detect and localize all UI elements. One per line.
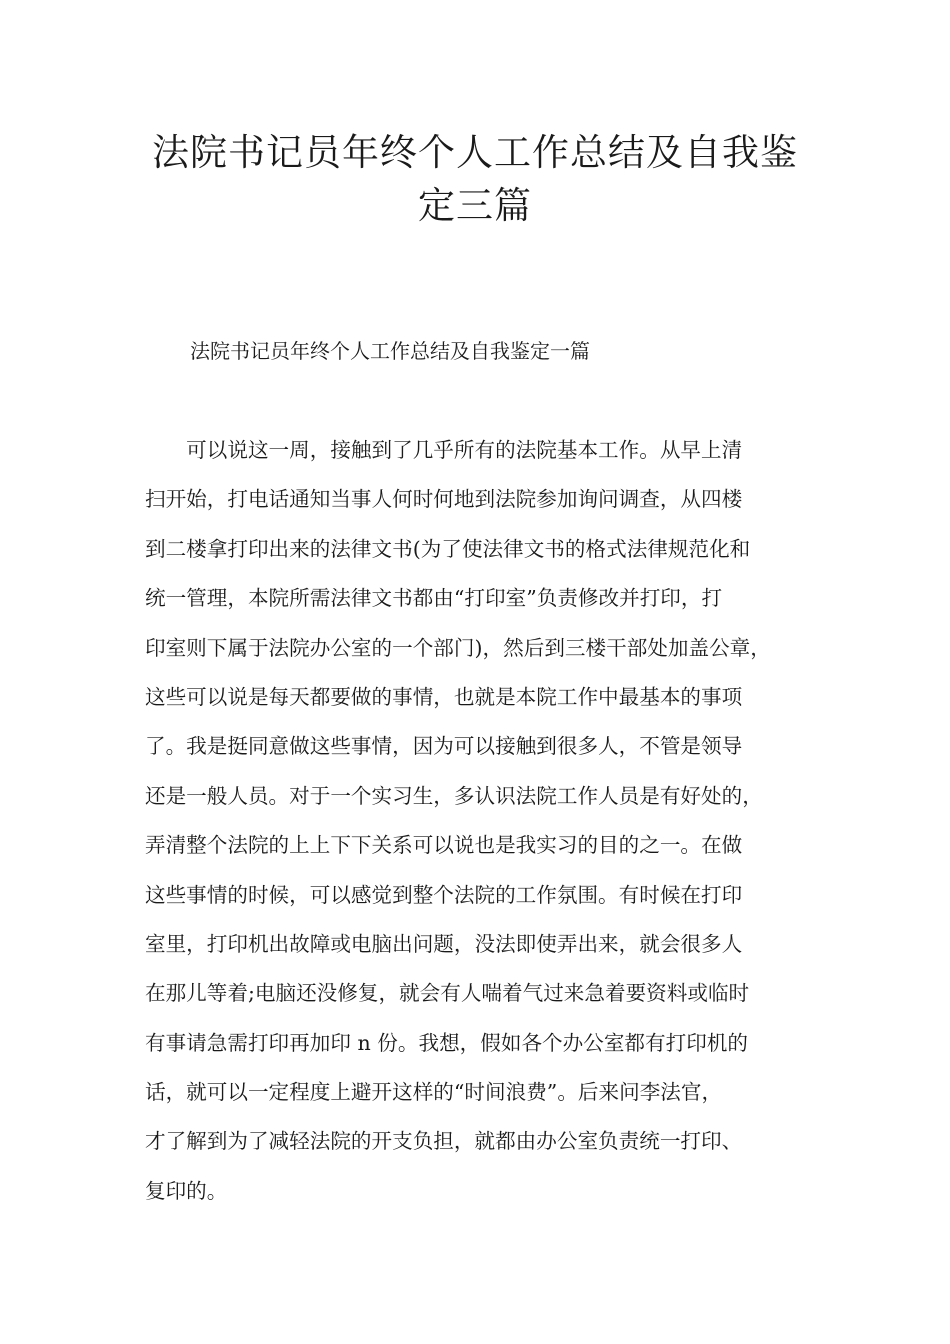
paragraph-line: 还是一般人员。对于一个实习生，多认识法院工作人员是有好处的， (145, 783, 763, 808)
paragraph-line: 在那儿等着;电脑还没修复，就会有人喘着气过来急着要资料或临时 (145, 981, 750, 1006)
paragraph-line: 弄清整个法院的上上下下关系可以说也是我实习的目的之一。在做 (145, 833, 743, 858)
paragraph-line: 到二楼拿打印出来的法律文书(为了使法律文书的格式法律规范化和 (145, 536, 751, 561)
document-title-line-1: 法院书记员年终个人工作总结及自我鉴 (152, 131, 798, 174)
paragraph-line: 室里，打印机出故障或电脑出问题，没法即使弄出来，就会很多人 (145, 931, 743, 956)
document-title (100, 126, 850, 232)
document-title-line-2: 定三篇 (418, 184, 532, 227)
paragraph-line: 了。我是挺同意做这些事情，因为可以接触到很多人，不管是领导 (145, 734, 743, 759)
paragraph-line: 印室则下属于法院办公室的一个部门)，然后到三楼干部处加盖公章， (145, 635, 771, 660)
paragraph-line: 扫开始，打电话通知当事人何时何地到法院参加询问调查，从四楼 (145, 487, 743, 512)
body-paragraph (145, 428, 825, 1218)
paragraph-line: 这些事情的时候，可以感觉到整个法院的工作氛围。有时候在打印 (145, 882, 743, 907)
section-heading: 法院书记员年终个人工作总结及自我鉴定一篇 (190, 339, 590, 363)
paragraph-line: 复印的。 (145, 1178, 228, 1203)
paragraph-line: 可以说这一周，接触到了几乎所有的法院基本工作。从早上清 (145, 438, 743, 462)
paragraph-line: 话，就可以一定程度上避开这样的“时间浪费”。后来问李法官， (145, 1080, 723, 1105)
paragraph-line: 这些可以说是每天都要做的事情，也就是本院工作中最基本的事项 (145, 684, 743, 709)
paragraph-line: 才了解到为了减轻法院的开支负担，就都由办公室负责统一打印、 (145, 1129, 743, 1154)
paragraph-line: 统一管理，本院所需法律文书都由“打印室”负责修改并打印，打 (145, 586, 723, 611)
paragraph-line: 有事请急需打印再加印 n 份。我想，假如各个办公室都有打印机的 (145, 1030, 748, 1055)
